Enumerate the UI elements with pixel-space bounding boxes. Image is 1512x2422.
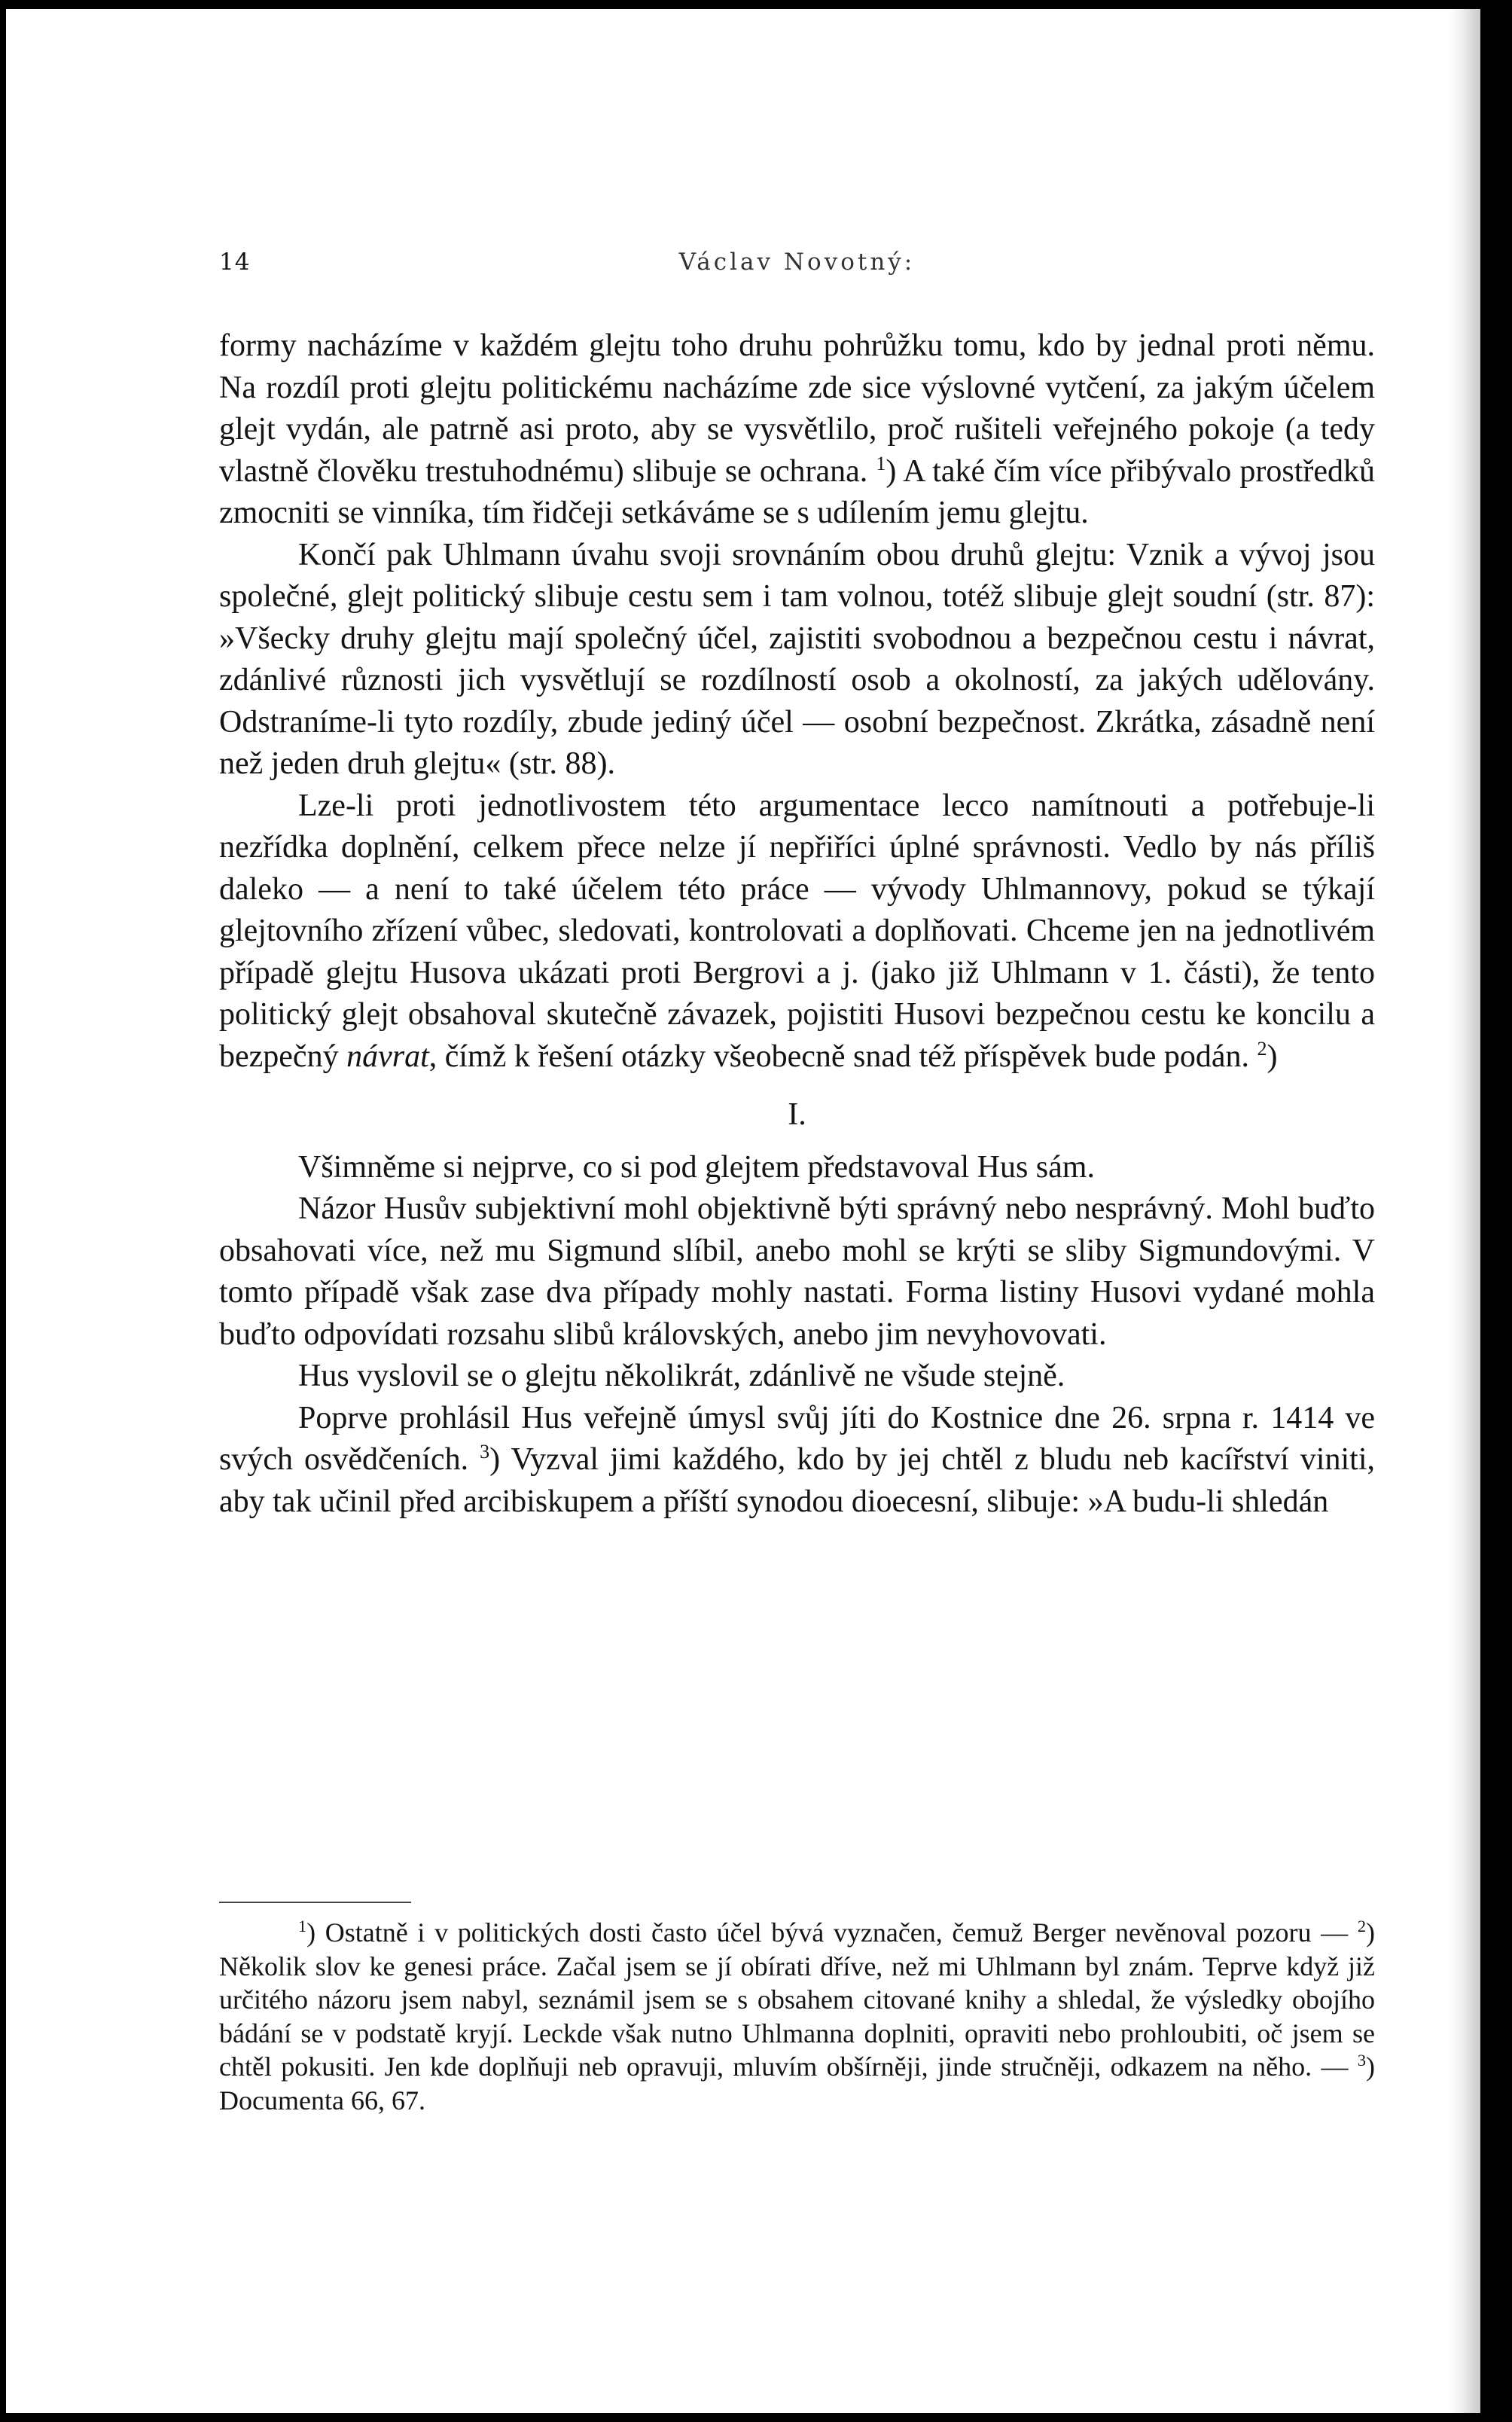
footnote-2-mark: 2 (1357, 1917, 1366, 1935)
paragraph-3 (219, 785, 1375, 1078)
page-number: 14 (219, 249, 251, 276)
page-header (219, 249, 1375, 286)
paragraph-7-text-a: Poprve prohlásil Hus veřejně úmysl svůj jíti do Kostnice dne 26. srpna r. 1414 ve svých osvědčeních. (219, 1400, 1375, 1477)
paragraph-1 (219, 325, 1375, 535)
paragraph-3-text-b: , čímž k řešení otázky všeobecně snad též příspěvek bude podán. (428, 1039, 1250, 1074)
footnote-divider (219, 1902, 411, 1903)
running-head: Václav Novotný: (678, 249, 916, 276)
paragraph-5: Názor Husův subjektivní mohl objektivně býti správný nebo nesprávný. Mohl buďto obsahovati více, než mu Sigmund slíbil, anebo mohl se krýti se sliby Sigmundovými. V tomto případě však zase dva případy mohly nastati. Forma listiny Husovi vydané mohla buďto odpovídati rozsahu slibů královských, anebo jim nevyhovovati. (219, 1191, 1375, 1352)
footnote-3-mark: 3 (1357, 2051, 1366, 2070)
paragraph-3-text-a: Lze-li proti jednotlivostem této argumentace lecco namítnouti a potřebuje-li nezřídka doplnění, celkem přece nelze jí nepřiříci úplné správnosti. Vedlo by nás příliš daleko — a není to také účelem této práce — vývody Uhlmannovy, pokud se týkají glejtovního zřízení vůbec, sledovati, kontrolovati a doplňovati. Chceme jen na jednotlivém případě glejtu Husova ukázati proti Bergrovi a j. (jako již Uhlmann v 1. části), že tento politický glejt obsahoval skutečně závazek, pojistiti Husovi bezpečnou cestu ke koncilu a bezpečný (219, 788, 1375, 1074)
paragraph-1-text-b: ) A také čím více přibývalo prostředků zmocniti se vinníka, tím řidčeji setkáváme se s udílením jemu glejtu. (219, 453, 1375, 530)
footnote-1-mark: 1 (298, 1917, 307, 1935)
paragraph-3-text-c: ) (1267, 1039, 1278, 1074)
paragraph-6: Hus vyslovil se o glejtu několikrát, zdánlivě ne všude stejně. (298, 1359, 1065, 1393)
footnote-ref-1: 1 (876, 452, 886, 474)
paragraph-2: Končí pak Uhlmann úvahu svoji srovnáním obou druhů glejtu: Vznik a vývoj jsou společné, glejt politický slibuje cestu sem i tam volnou, totéž slibuje glejt soudní (str. 87): »Všecky druhy glejtu mají společný účel, zajistiti svobodnou a bezpečnou cestu i návrat, zdánlivé různosti jich vysvětlují se rozdílností osob a okolností, za jakých udělovány. Odstraníme-li tyto rozdíly, zbude jediný účel — osobní bezpečnost. Zkrátka, zásadně není než jeden druh glejtu« (str. 88). (219, 537, 1375, 781)
page-edge-shadow (1449, 9, 1480, 2413)
footnote-block (219, 1916, 1375, 2117)
footnote-3-text: ) Documenta 66, 67. (219, 2051, 1375, 2115)
document-page (6, 9, 1480, 2413)
paragraph-4: Všimněme si nejprve, co si pod glejtem představoval Hus sám. (298, 1149, 1095, 1185)
paragraph-1-text-a: formy nacházíme v každém glejtu toho druhu pohrůžku tomu, kdo by jednal proti němu. Na rozdíl proti glejtu politickému nacházíme zde sice výslovné vytčení, za jakým účelem glejt vydán, ale patrně asi proto, aby se vysvětlilo, proč rušiteli veřejného pokoje (a tedy vlastně člověku trestuhodnému) slibuje se ochrana. (219, 328, 1375, 489)
footnote-ref-3: 3 (480, 1441, 490, 1463)
footnote-2-text: ) Několik slov ke genesi práce. Začal jsem se jí obírati dříve, než mi Uhlmann byl znám. Teprve když již určitého názoru jsem nabyl, seznámil jsem se s obsahem citované knihy a shledal, že výsledky obojího bádání se v podstatě kryjí. Leckde však nutno Uhlmanna doplniti, opraviti nebo prohloubiti, oč jsem se chtěl pokusiti. Jen kde doplňuji neb opravuji, mluvím obšírněji, jinde stručněji, odkazem na něho. — (219, 1917, 1375, 2082)
section-heading: I. (788, 1097, 806, 1132)
paragraph-7-text-b: ) Vyzval jimi každého, kdo by jej chtěl z bludu neb kacířství viniti, aby tak učinil před arcibiskupem a příští synodou dioecesní, slibuje: »A budu-li shledán (219, 1442, 1375, 1519)
body-text (219, 325, 1375, 1523)
footnote-1-text: ) Ostatně i v politických dosti často účel bývá vyznačen, čemuž Berger nevěnoval pozoru — (306, 1917, 1358, 1948)
paragraph-3-emphasis: návrat (346, 1039, 429, 1074)
paragraph-7 (219, 1398, 1375, 1524)
footnote-ref-2: 2 (1257, 1037, 1267, 1060)
footnotes (219, 1916, 1375, 2117)
